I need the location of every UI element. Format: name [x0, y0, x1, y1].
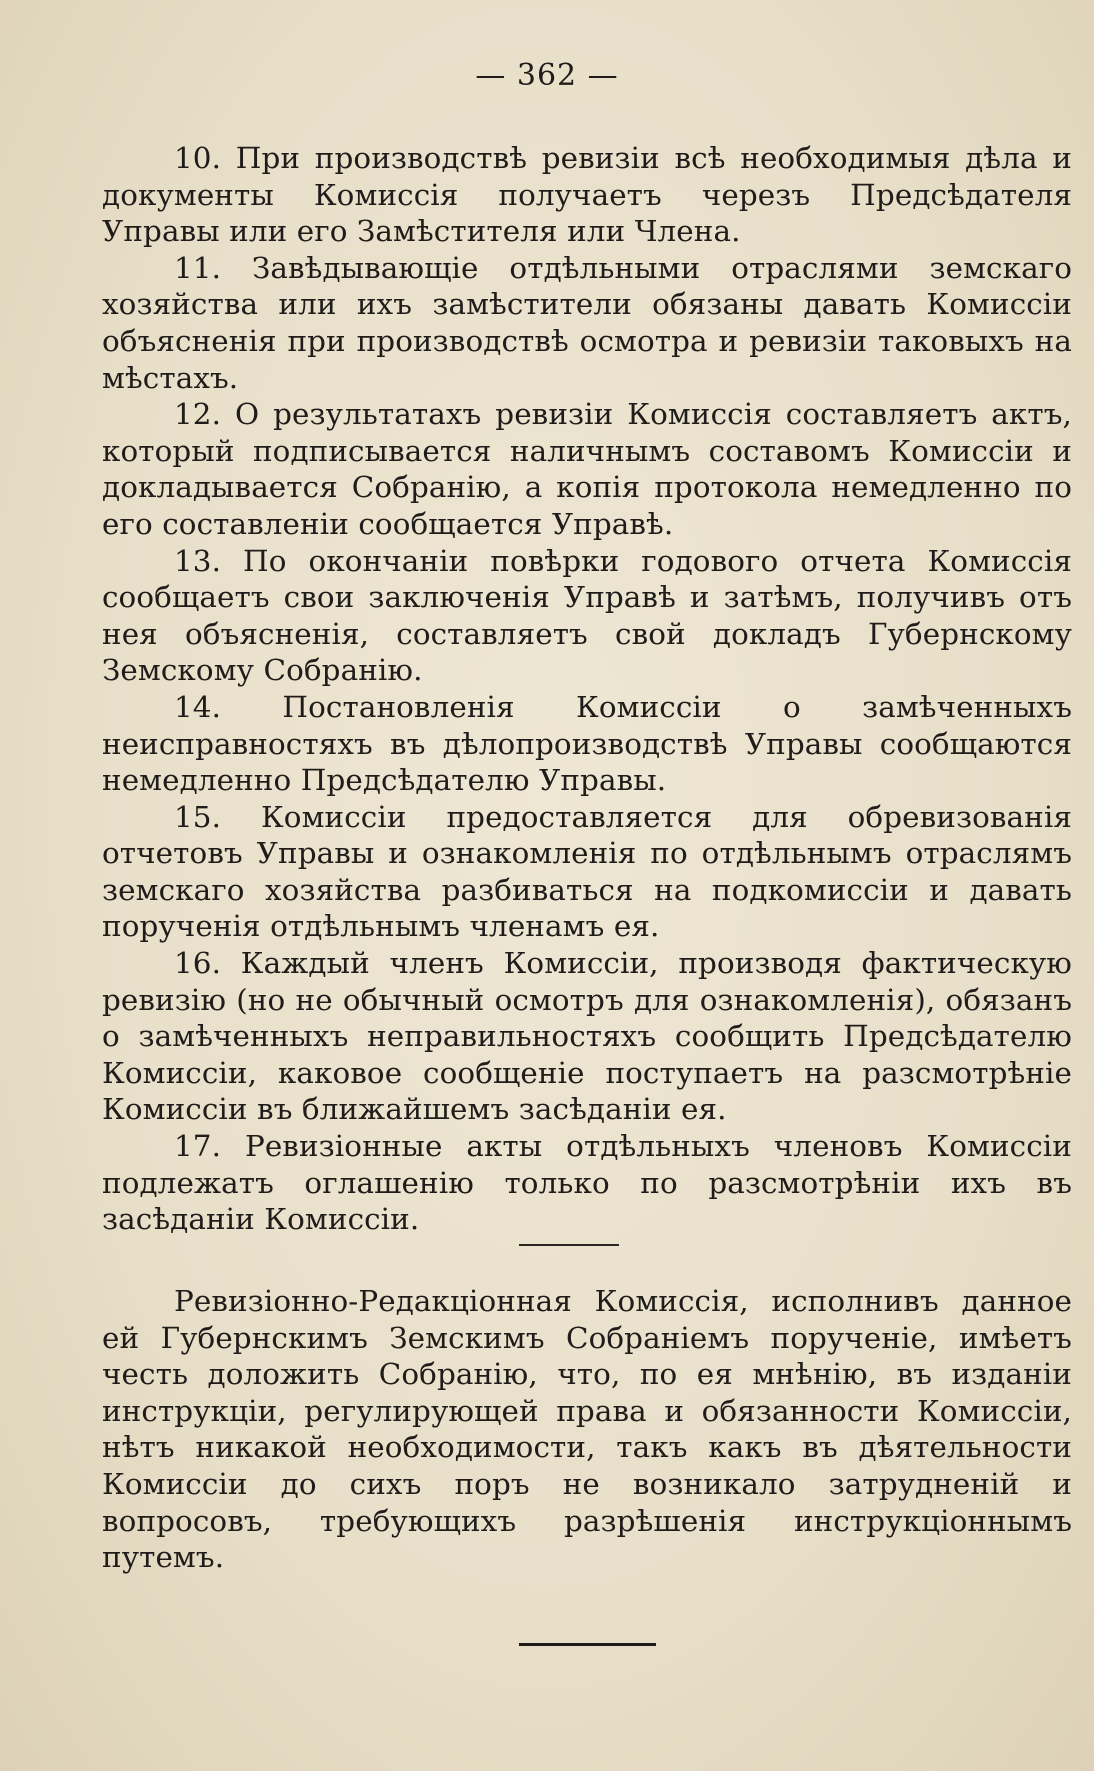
article-14: 14. Постановленія Комиссіи о замѣченныхъ неисправностяхъ въ дѣлопроизводствѣ Управы сообщаются немедленно Предсѣдателю Управы. — [102, 689, 1072, 798]
article-15: 15. Комиссіи предоставляется для обревизованія отчетовъ Управы и ознакомленія по отдѣльнымъ отраслямъ земскаго хозяйства разбиваться на подкомиссіи и давать порученія отдѣльнымъ членамъ ея. — [102, 799, 1072, 944]
article-10: 10. При производствѣ ревизіи всѣ необходимыя дѣла и документы Комиссія получаетъ черезъ Предсѣдателя Управы или его Замѣстителя или Члена. — [102, 141, 1072, 249]
article-11: 11. Завѣдывающіе отдѣльными отраслями земскаго хозяйства или ихъ замѣстители обязаны давать Комиссіи объясненія при производствѣ осмотра и ревизіи таковыхъ на мѣстахъ. — [102, 250, 1072, 395]
section-divider — [519, 1244, 619, 1246]
end-rule — [519, 1643, 656, 1646]
conclusion-paragraph: Ревизіонно-Редакціонная Комиссія, исполнивъ данное ей Губернскимъ Земскимъ Собраніемъ порученіе, имѣетъ честь доложить Собранію, что, по ея мнѣнію, въ изданіи инструкціи, регулирующей права и обязанности Комиссіи, нѣтъ никакой необходимости, такъ какъ въ дѣятельности Комиссіи до сихъ поръ не возникало затрудненій и вопросовъ, требующихъ разрѣшенія инструкціоннымъ путемъ. — [102, 1284, 1072, 1575]
article-12: 12. О результатахъ ревизіи Комиссія составляетъ актъ, который подписывается наличнымъ составомъ Комиссіи и докладывается Собранію, а копія протокола немедленно по его составленіи сообщается Управѣ. — [102, 397, 1072, 541]
article-16: 16. Каждый членъ Комиссіи, производя фактическую ревизію (но не обычный осмотръ для ознакомленія), обязанъ о замѣченныхъ неправильностяхъ сообщить Предсѣдателю Комиссіи, каковое сообщеніе поступаетъ на разсмотрѣніе Комиссіи въ ближайшемъ засѣданіи ея. — [102, 946, 1072, 1127]
article-13: 13. По окончаніи повѣрки годового отчета Комиссія сообщаетъ свои заключенія Управѣ и затѣмъ, получивъ отъ нея объясненія, составляетъ свой докладъ Губернскому Земскому Собранію. — [102, 543, 1072, 688]
article-17: 17. Ревизіонные акты отдѣльныхъ членовъ Комиссіи подлежатъ оглашенію только по разсмотрѣніи ихъ въ засѣданіи Комиссіи. — [102, 1129, 1072, 1237]
commission-conclusion — [102, 1283, 1072, 1576]
instruction-articles — [102, 140, 1072, 1238]
page-number: — 362 — — [475, 58, 619, 93]
